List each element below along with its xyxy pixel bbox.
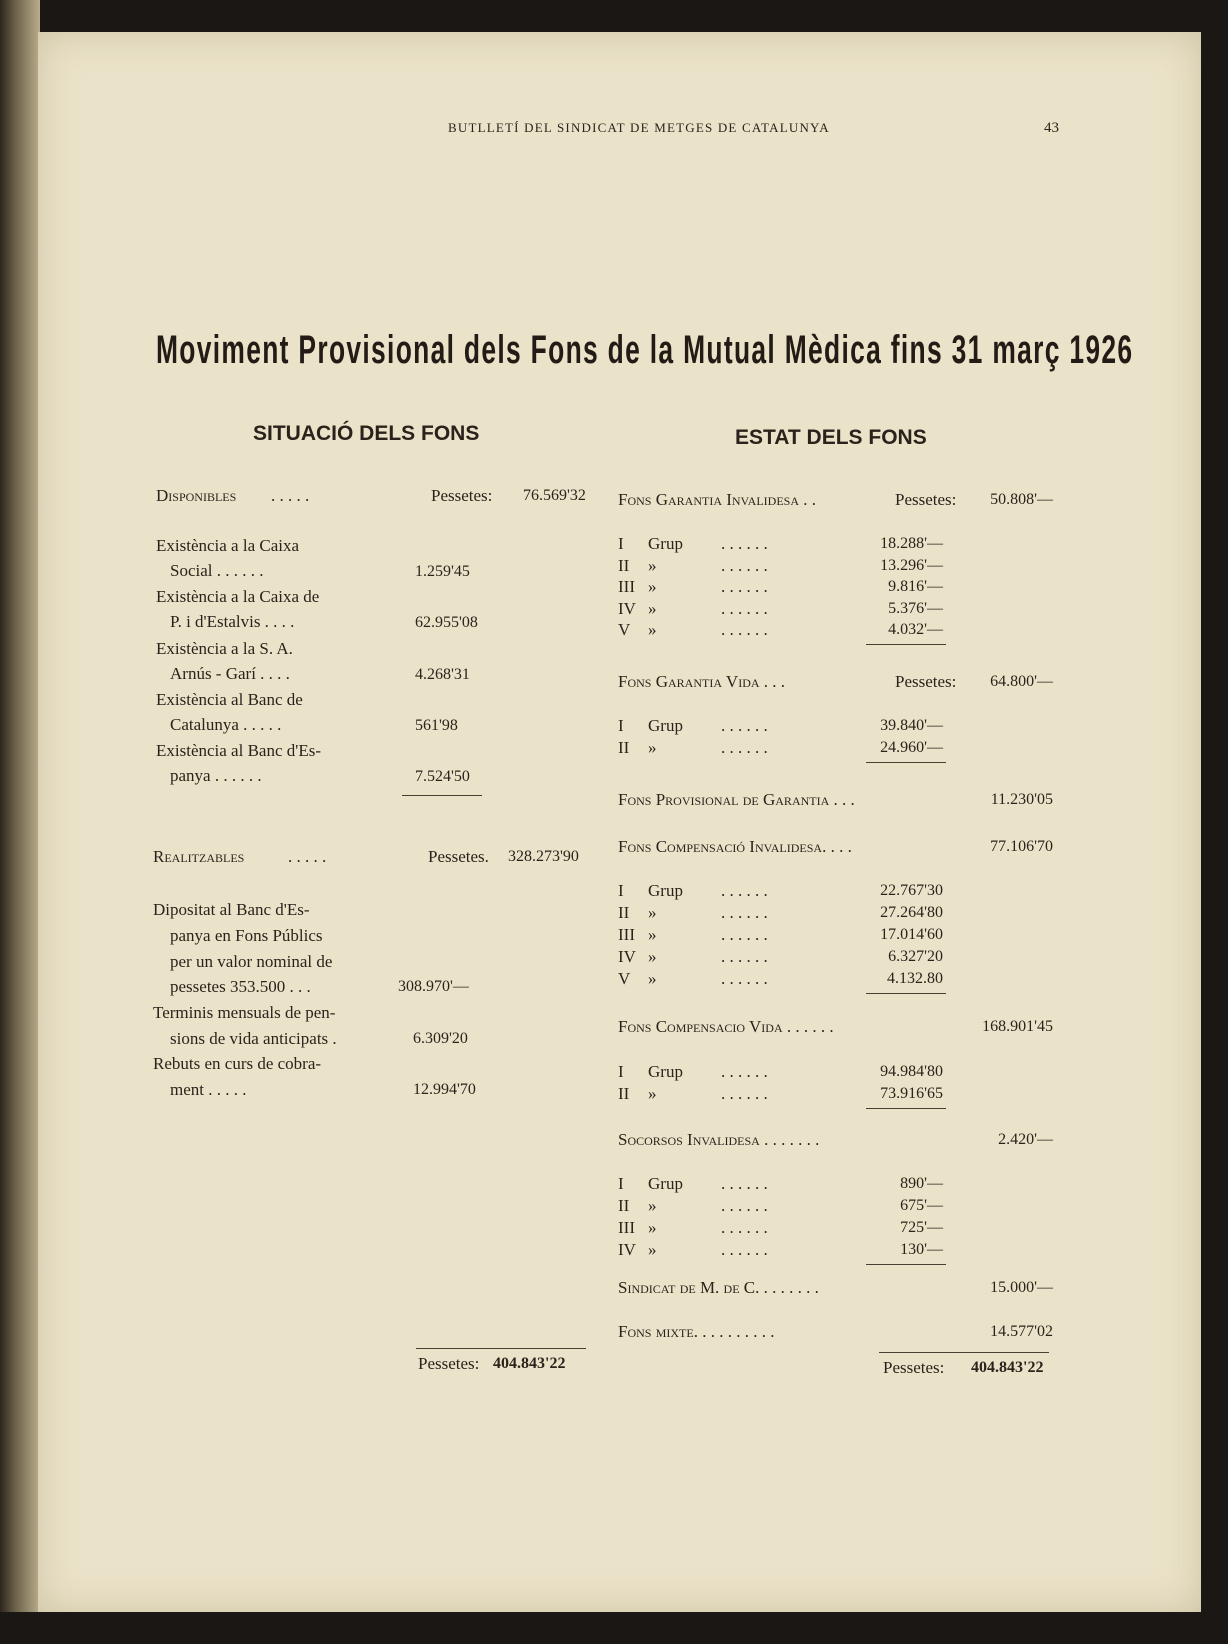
group-number: II [618,1196,630,1215]
page-title: Moviment Provisional dels Fons de la Mutual Mèdica fins 31 març 1926 [156,328,1134,372]
fund-currency: Pessetes: [895,490,957,509]
asset-line: per un valor nominal de [170,952,333,971]
leader-dots: . . . . . . [721,969,768,988]
group-number: III [618,925,635,944]
group-amount: 94.984'80 [880,1063,943,1080]
group-number: I [618,716,624,735]
account-amount: 4.268'31 [415,666,470,683]
account-line1: Existència al Banc de [156,690,303,709]
leader-dots: . . . . . . [721,925,768,944]
group-amount: 4.032'— [888,621,943,638]
group-label: Grup [648,534,683,553]
leader-dots: . . . . . . [721,620,768,639]
account-line1: Existència a la Caixa [156,536,300,555]
leader-dots: . . . . . . [721,947,768,966]
fund-label: Fons Compensacio Vida . . . . . . [618,1017,834,1036]
asset-line: panya en Fons Públics [170,926,323,945]
subtotal-rule [402,795,482,796]
group-label: Grup [648,881,683,900]
account-amount: 7.524'50 [415,768,470,785]
leader-dots: . . . . . . [721,881,768,900]
group-number: III [618,577,635,596]
group-amount: 18.288'— [880,535,943,552]
account-line1: Existència a la S. A. [156,639,293,658]
asset-line: pessetes 353.500 . . . [170,977,311,996]
group-label: » [648,1084,657,1103]
realitzables-label: Realitzables [153,847,245,866]
fund-label: Sindicat de M. de C. . . . . . . . [618,1278,819,1297]
group-label: » [648,598,657,618]
fund-currency: Pessetes: [895,672,957,691]
group-subtotal-rule [866,993,946,994]
realitzables-dots: . . . . . [288,847,327,866]
fund-total: 11.230'05 [990,791,1053,808]
fund-label: Fons Garantia Invalidesa . . [618,490,817,509]
fund-label: Fons Garantia Vida . . . [618,672,786,691]
asset-amount: 308.970'— [398,978,469,995]
page-number: 43 [1044,120,1059,136]
fund-total: 2.420'— [998,1131,1053,1148]
group-amount: 22.767'30 [880,882,943,899]
right-total-rule [879,1352,1049,1353]
account-amount: 561'98 [415,717,458,734]
group-label: Grup [648,1174,683,1193]
fund-label: Fons mixte. . . . . . . . . . [618,1322,775,1341]
group-label: » [648,947,657,966]
right-heading: ESTAT DELS FONS [735,426,927,449]
group-amount: 9.816'— [888,578,943,595]
leader-dots: . . . . . . [721,738,768,757]
group-number: IV [618,1240,636,1259]
group-amount: 890'— [900,1175,943,1192]
account-line2: panya . . . . . . [170,766,262,785]
asset-line: Rebuts en curs de cobra- [153,1054,322,1073]
group-label: » [648,577,657,596]
disponibles-dots: . . . . . [271,486,310,505]
group-label: » [648,903,657,922]
account-line2: Social . . . . . . [170,561,264,580]
right-total-label: Pessetes: [883,1358,945,1377]
group-amount: 13.296'— [880,556,943,574]
right-total: 404.843'22 [971,1359,1044,1376]
group-number: II [618,738,630,757]
left-total-label: Pessetes: [418,1354,480,1373]
fund-total: 14.577'02 [990,1323,1053,1340]
group-number: II [618,903,630,922]
group-amount: 725'— [900,1219,943,1236]
leader-dots: . . . . . . [721,555,768,575]
leader-dots: . . . . . . [721,1240,768,1259]
group-amount: 73.916'65 [880,1085,943,1102]
leader-dots: . . . . . . [721,1218,768,1237]
group-label: » [648,738,657,757]
realitzables-total: 328.273'90 [508,848,579,865]
group-number: I [618,534,624,553]
group-number: II [618,555,630,575]
leader-dots: . . . . . . [721,1196,768,1215]
account-amount: 62.955'08 [415,614,478,631]
group-subtotal-rule [866,1108,946,1109]
group-number: I [618,1174,624,1193]
fund-total: 168.901'45 [982,1018,1053,1035]
account-line2: Catalunya . . . . . [170,715,282,734]
group-number: I [618,1062,624,1081]
group-number: V [618,969,631,988]
disponibles-total: 76.569'32 [523,487,586,504]
group-number: V [618,620,631,639]
page [38,32,1201,1612]
asset-amount: 12.994'70 [413,1081,476,1098]
group-number: IV [618,947,636,966]
leader-dots: . . . . . . [721,577,768,596]
group-label: » [648,1196,657,1215]
asset-amount: 6.309'20 [413,1030,468,1047]
group-subtotal-rule [866,644,946,645]
group-amount: 5.376'— [888,599,943,617]
leader-dots: . . . . . . [721,903,768,922]
disponibles-currency: Pessetes: [431,486,493,505]
account-line2: Arnús - Garí . . . . [170,664,290,683]
group-label: » [648,1240,657,1259]
group-amount: 27.264'80 [880,904,943,921]
group-number: I [618,881,624,900]
leader-dots: . . . . . . [721,1174,768,1193]
left-total-rule [416,1348,586,1349]
asset-line: Terminis mensuals de pen- [153,1003,336,1022]
group-amount: 17.014'60 [880,926,943,943]
fund-total: 77.106'70 [990,838,1053,855]
left-total: 404.843'22 [493,1355,566,1372]
account-line1: Existència a la Caixa de [156,587,320,606]
account-line2: P. i d'Estalvis . . . . [170,612,295,631]
group-number: IV [618,598,636,618]
group-amount: 39.840'— [880,717,943,734]
group-amount: 4.132.80 [887,970,943,987]
group-label: Grup [648,1062,683,1081]
fund-label: Fons Provisional de Garantia . . . [618,790,855,809]
account-amount: 1.259'45 [415,563,470,580]
asset-line: Dipositat al Banc d'Es- [153,900,310,919]
group-amount: 6.327'20 [888,948,943,965]
leader-dots: . . . . . . [721,534,768,553]
account-line1: Existència al Banc d'Es- [156,741,321,760]
realitzables-currency: Pessetes. [428,847,489,866]
fund-total: 15.000'— [990,1279,1053,1296]
leader-dots: . . . . . . [721,716,768,735]
group-label: Grup [648,716,683,735]
leader-dots: . . . . . . [721,1084,768,1103]
fund-label: Socorsos Invalidesa . . . . . . . [618,1130,820,1149]
left-heading: SITUACIÓ DELS FONS [253,422,480,445]
group-number: II [618,1084,630,1103]
group-number: III [618,1218,635,1237]
group-subtotal-rule [866,762,946,763]
fund-total: 64.800'— [990,673,1053,690]
disponibles-label: Disponibles [156,486,237,505]
group-label: » [648,925,657,944]
group-subtotal-rule [866,1264,946,1265]
fund-total: 50.808'— [990,491,1053,508]
group-label: » [648,620,657,639]
asset-line: sions de vida anticipats . [170,1029,337,1048]
group-amount: 675'— [900,1197,943,1214]
group-label: » [648,1218,657,1237]
group-label: » [648,555,657,575]
book-spine [0,0,40,1612]
group-amount: 130'— [900,1241,943,1258]
group-label: » [648,969,657,988]
asset-line: ment . . . . . [170,1080,247,1099]
running-title: BUTLLETÍ DEL SINDICAT DE METGES DE CATALUNYA [448,120,830,135]
fund-label: Fons Compensació Invalidesa. . . . [618,837,852,856]
group-amount: 24.960'— [880,739,943,756]
leader-dots: . . . . . . [721,598,768,618]
leader-dots: . . . . . . [721,1062,768,1081]
